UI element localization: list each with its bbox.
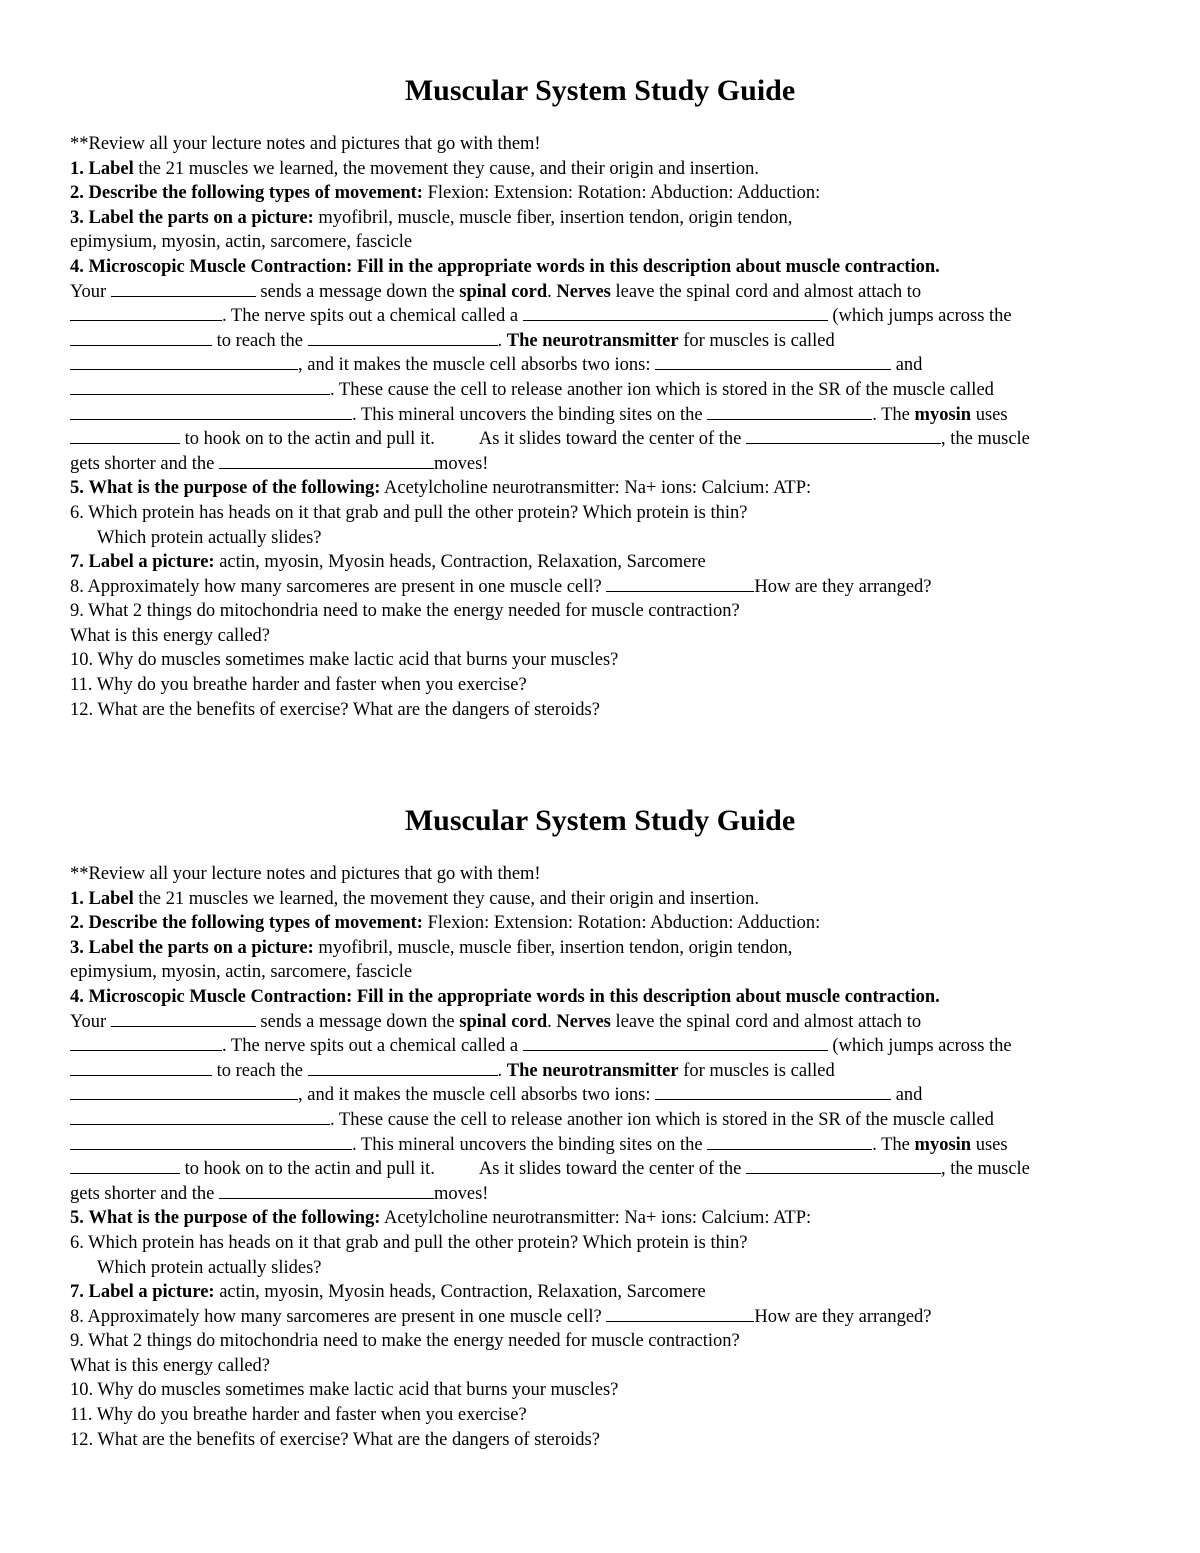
blank[interactable] <box>655 1084 891 1100</box>
blank[interactable] <box>606 576 754 592</box>
review-note: **Review all your lecture notes and pictures that go with them! <box>70 864 541 884</box>
question-8: 8. Approximately how many sarcomeres are present in one muscle cell? How are they arranged? <box>70 1306 932 1327</box>
fill-in-line-2: . The nerve spits out a chemical called a (which jumps across the <box>70 1034 1150 1059</box>
fill-in-line-1: Your sends a message down the spinal cord. Nerves leave the spinal cord and almost attach to <box>70 1011 922 1032</box>
blank[interactable] <box>707 404 872 420</box>
blank[interactable] <box>111 281 256 297</box>
fill-in-line-6: . This mineral uncovers the binding sites on the . The myosin uses <box>70 1133 1150 1158</box>
question-5: 5. What is the purpose of the following: Acetylcholine neurotransmitter: Na+ ions: Calcium: ATP: <box>70 1208 812 1229</box>
blank[interactable] <box>70 1035 222 1051</box>
blank[interactable] <box>70 354 298 370</box>
blank[interactable] <box>655 354 891 370</box>
blank[interactable] <box>308 1060 498 1076</box>
fill-in-line-5: . These cause the cell to release another ion which is stored in the SR of the muscle called <box>70 378 1150 403</box>
fill-in-line-4: , and it makes the muscle cell absorbs two ions: and <box>70 353 1150 378</box>
question-9: 9. What 2 things do mitochondria need to make the energy needed for muscle contraction? <box>70 1331 740 1352</box>
blank[interactable] <box>523 1035 828 1051</box>
review-note: **Review all your lecture notes and pictures that go with them! <box>70 134 541 154</box>
blank[interactable] <box>70 1060 212 1076</box>
blank[interactable] <box>70 379 330 395</box>
blank[interactable] <box>70 1084 298 1100</box>
study-guide-copy-2 <box>70 802 1150 1452</box>
question-9-continued: What is this energy called? <box>70 625 271 646</box>
question-1: 1. Label the 21 muscles we learned, the movement they cause, and their origin and insertion. <box>70 158 759 179</box>
question-3-continued: epimysium, myosin, actin, sarcomere, fascicle <box>70 962 413 983</box>
fill-in-line-8: gets shorter and the moves! <box>70 453 489 474</box>
question-6-continued: Which protein actually slides? <box>97 1257 322 1278</box>
question-3: 3. Label the parts on a picture: myofibril, muscle, muscle fiber, insertion tendon, origin tendon, <box>70 207 793 228</box>
blank[interactable] <box>606 1306 754 1322</box>
question-4: 4. Microscopic Muscle Contraction: Fill in the appropriate words in this description about muscle contraction. <box>70 256 940 277</box>
blank[interactable] <box>70 1158 180 1174</box>
question-11: 11. Why do you breathe harder and faster when you exercise? <box>70 675 527 696</box>
blank[interactable] <box>219 1183 434 1199</box>
blank[interactable] <box>70 305 222 321</box>
question-9: 9. What 2 things do mitochondria need to make the energy needed for muscle contraction? <box>70 601 740 622</box>
blank[interactable] <box>70 330 212 346</box>
question-4: 4. Microscopic Muscle Contraction: Fill in the appropriate words in this description about muscle contraction. <box>70 986 940 1007</box>
question-12: 12. What are the benefits of exercise? What are the dangers of steroids? <box>70 699 600 720</box>
question-6: 6. Which protein has heads on it that grab and pull the other protein? Which protein is thin? <box>70 502 748 523</box>
blank[interactable] <box>746 1158 941 1174</box>
blank[interactable] <box>308 330 498 346</box>
fill-in-line-2: . The nerve spits out a chemical called a (which jumps across the <box>70 304 1150 329</box>
question-10: 10. Why do muscles sometimes make lactic acid that burns your muscles? <box>70 650 619 671</box>
question-3: 3. Label the parts on a picture: myofibril, muscle, muscle fiber, insertion tendon, origin tendon, <box>70 937 793 958</box>
question-5: 5. What is the purpose of the following: Acetylcholine neurotransmitter: Na+ ions: Calcium: ATP: <box>70 478 812 499</box>
question-2: 2. Describe the following types of movement: Flexion: Extension: Rotation: Abduction: Adduction: <box>70 913 821 934</box>
question-11: 11. Why do you breathe harder and faster when you exercise? <box>70 1405 527 1426</box>
question-9-continued: What is this energy called? <box>70 1355 271 1376</box>
blank[interactable] <box>70 1134 352 1150</box>
fill-in-line-8: gets shorter and the moves! <box>70 1183 489 1204</box>
fill-in-line-4: , and it makes the muscle cell absorbs two ions: and <box>70 1083 1150 1108</box>
fill-in-line-6: . This mineral uncovers the binding sites on the . The myosin uses <box>70 403 1150 428</box>
blank[interactable] <box>111 1011 256 1027</box>
study-guide-copy-1 <box>70 72 1150 722</box>
page-title: Muscular System Study Guide <box>404 74 796 107</box>
question-1: 1. Label the 21 muscles we learned, the movement they cause, and their origin and insertion. <box>70 888 759 909</box>
question-6-continued: Which protein actually slides? <box>97 527 322 548</box>
blank[interactable] <box>219 453 434 469</box>
fill-in-line-1: Your sends a message down the spinal cord. Nerves leave the spinal cord and almost attach to <box>70 281 922 302</box>
question-12: 12. What are the benefits of exercise? What are the dangers of steroids? <box>70 1429 600 1450</box>
fill-in-line-7: to hook on to the actin and pull it. As it slides toward the center of the , the muscle <box>70 427 1150 452</box>
fill-in-line-5: . These cause the cell to release another ion which is stored in the SR of the muscle called <box>70 1108 1150 1133</box>
page-title: Muscular System Study Guide <box>404 804 796 837</box>
blank[interactable] <box>70 428 180 444</box>
fill-in-line-3: to reach the . The neurotransmitter for muscles is called <box>70 1059 1150 1084</box>
blank[interactable] <box>70 1109 330 1125</box>
question-6: 6. Which protein has heads on it that grab and pull the other protein? Which protein is thin? <box>70 1232 748 1253</box>
question-7: 7. Label a picture: actin, myosin, Myosin heads, Contraction, Relaxation, Sarcomere <box>70 1282 706 1303</box>
blank[interactable] <box>746 428 941 444</box>
blank[interactable] <box>523 305 828 321</box>
blank[interactable] <box>707 1134 872 1150</box>
question-2: 2. Describe the following types of movement: Flexion: Extension: Rotation: Abduction: Adduction: <box>70 183 821 204</box>
fill-in-line-7: to hook on to the actin and pull it. As it slides toward the center of the , the muscle <box>70 1157 1150 1182</box>
question-3-continued: epimysium, myosin, actin, sarcomere, fascicle <box>70 232 413 253</box>
blank[interactable] <box>70 404 352 420</box>
fill-in-line-3: to reach the . The neurotransmitter for muscles is called <box>70 329 1150 354</box>
question-10: 10. Why do muscles sometimes make lactic acid that burns your muscles? <box>70 1380 619 1401</box>
question-7: 7. Label a picture: actin, myosin, Myosin heads, Contraction, Relaxation, Sarcomere <box>70 552 706 573</box>
question-8: 8. Approximately how many sarcomeres are present in one muscle cell? How are they arranged? <box>70 576 932 597</box>
